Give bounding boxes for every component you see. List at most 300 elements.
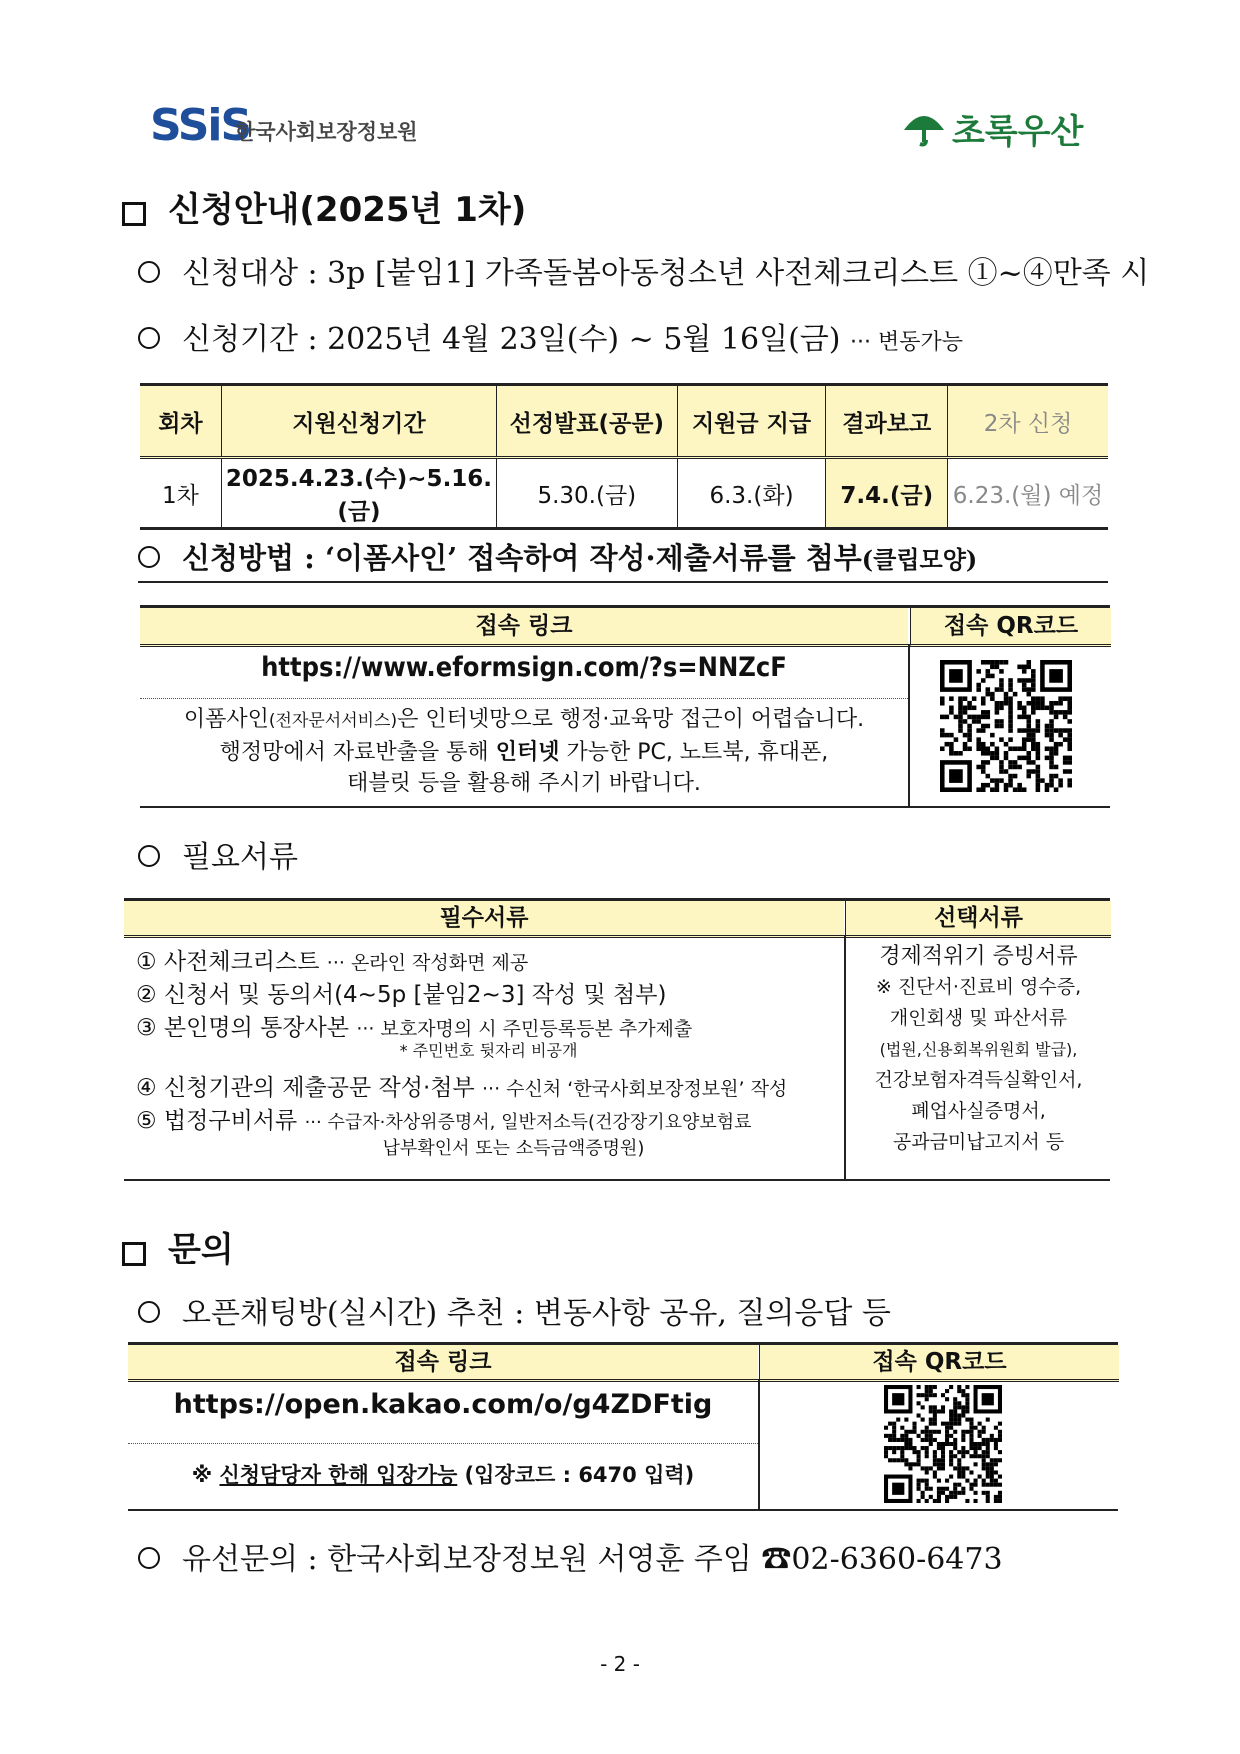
qr-module — [961, 1405, 965, 1409]
optional-item: (법원,신용회복위원회 발급), — [879, 1040, 1078, 1059]
eformsign-qr-code[interactable] — [940, 660, 1072, 796]
qr-module — [957, 1491, 961, 1495]
qr-module — [963, 710, 968, 715]
qr-module — [998, 1430, 1002, 1434]
qr-module — [958, 751, 963, 756]
qr-module — [1022, 683, 1027, 688]
qr-module — [969, 1434, 973, 1438]
optional-item: ※ 진단서·진료비 영수증, — [875, 976, 1082, 998]
qr-module — [1031, 733, 1036, 738]
qr-module — [1013, 765, 1018, 770]
qr-module — [999, 769, 1004, 774]
qr-module — [965, 1499, 969, 1503]
umbrella-icon — [902, 108, 946, 152]
qr-module — [925, 1466, 929, 1470]
qr-module — [925, 1483, 929, 1487]
qr-module — [949, 710, 954, 715]
qr-module — [949, 1434, 953, 1438]
qr-module — [974, 1426, 978, 1430]
qr-module — [995, 756, 1000, 761]
qr-module — [917, 1479, 921, 1483]
qr-module — [953, 1442, 957, 1446]
qr-module — [1063, 769, 1068, 774]
qr-module — [888, 1458, 892, 1462]
qr-module — [986, 710, 991, 715]
qr-module — [981, 765, 986, 770]
qr-module — [978, 1454, 982, 1458]
qr-module — [1036, 706, 1041, 711]
qr-module — [933, 1418, 937, 1422]
method-divider — [908, 644, 910, 806]
qr-module — [965, 1385, 969, 1389]
qr-module — [998, 1450, 1002, 1454]
qr-module — [986, 1462, 990, 1466]
qr-module — [1054, 701, 1059, 706]
qr-module — [1067, 706, 1072, 711]
qr-module — [884, 1454, 888, 1458]
qr-module — [892, 1426, 896, 1430]
qr-module — [1054, 728, 1059, 733]
qr-module — [1026, 665, 1031, 670]
qr-module — [925, 1393, 929, 1397]
td-payment: 6.3.(화) — [677, 458, 826, 529]
qr-module — [933, 1385, 937, 1389]
eformsign-url-link[interactable]: https://www.eformsign.com/?s=NNZcF — [261, 652, 787, 683]
qr-module — [1067, 728, 1072, 733]
qr-module — [904, 1430, 908, 1434]
qr-module — [961, 1430, 965, 1434]
qr-module — [908, 1462, 912, 1466]
qr-module — [1067, 756, 1072, 761]
docs-box — [124, 898, 1110, 1181]
qr-module — [998, 1491, 1002, 1495]
qr-module — [900, 1446, 904, 1450]
qr-module — [945, 1438, 949, 1442]
qr-module — [921, 1446, 925, 1450]
qr-module — [925, 1430, 929, 1434]
qr-module — [1008, 774, 1013, 779]
qr-module — [1026, 737, 1031, 742]
qr-module — [925, 1470, 929, 1474]
qr-module — [929, 1466, 933, 1470]
qr-module — [945, 1487, 949, 1491]
qr-module — [1049, 701, 1054, 706]
period-note: ··· 변동가능 — [850, 330, 963, 355]
qr-module — [940, 696, 945, 701]
qr-module — [1022, 669, 1027, 674]
qr-module — [888, 1438, 892, 1442]
qr-module — [921, 1430, 925, 1434]
qr-module — [1026, 733, 1031, 738]
kakao-col-link: 접속 링크 — [128, 1345, 758, 1382]
qr-module — [949, 1491, 953, 1495]
qr-module — [999, 737, 1004, 742]
qr-module — [929, 1405, 933, 1409]
qr-module — [908, 1430, 912, 1434]
qr-module — [904, 1434, 908, 1438]
qr-module — [957, 1483, 961, 1487]
qr-module — [953, 1430, 957, 1434]
qr-module — [999, 706, 1004, 711]
qr-module — [976, 669, 981, 674]
qr-module — [908, 1466, 912, 1470]
docs-col-required: 필수서류 — [124, 901, 844, 938]
qr-module — [981, 710, 986, 715]
qr-module — [949, 696, 954, 701]
qr-module — [949, 1458, 953, 1462]
optional-item: 경제적위기 증빙서류 — [879, 944, 1078, 969]
kakao-url-link[interactable]: https://open.kakao.com/o/g4ZDFtig — [173, 1389, 713, 1420]
qr-module — [1022, 665, 1027, 670]
qr-module — [976, 687, 981, 692]
qr-module — [982, 1426, 986, 1430]
qr-module — [1058, 742, 1063, 747]
qr-module — [1008, 760, 1013, 765]
qr-module — [982, 1438, 986, 1442]
qr-module — [995, 710, 1000, 715]
qr-module — [990, 778, 995, 783]
qr-module — [995, 701, 1000, 706]
qr-module — [967, 701, 972, 706]
qr-module — [1063, 756, 1068, 761]
qr-module — [1058, 778, 1063, 783]
qr-module — [990, 692, 995, 697]
qr-module — [953, 1409, 957, 1413]
qr-module — [1013, 746, 1018, 751]
qr-module — [937, 1430, 941, 1434]
qr-module — [981, 746, 986, 751]
qr-module — [925, 1446, 929, 1450]
td-second-round: 6.23.(월) 예정 — [948, 458, 1108, 529]
qr-module — [921, 1405, 925, 1409]
qr-module — [912, 1426, 916, 1430]
qr-module — [1026, 728, 1031, 733]
qr-module — [986, 1466, 990, 1470]
qr-module — [1026, 760, 1031, 765]
qr-module — [995, 746, 1000, 751]
qr-module — [937, 1466, 941, 1470]
qr-module — [949, 706, 954, 711]
qr-module — [892, 1458, 896, 1462]
qr-module — [949, 1454, 953, 1458]
qr-module — [990, 1462, 994, 1466]
qr-module — [961, 1450, 965, 1454]
qr-module — [986, 783, 991, 788]
qr-module — [958, 728, 963, 733]
qr-module — [1017, 746, 1022, 751]
qr-module — [957, 1450, 961, 1454]
qr-module — [945, 1426, 949, 1430]
qr-module — [917, 1458, 921, 1462]
qr-module — [917, 1483, 921, 1487]
qr-module — [1008, 737, 1013, 742]
qr-module — [953, 1438, 957, 1442]
qr-module — [1063, 728, 1068, 733]
qr-module — [972, 715, 977, 720]
qr-module — [1026, 769, 1031, 774]
qr-module — [969, 1483, 973, 1487]
qr-module — [974, 1450, 978, 1454]
qr-module — [976, 715, 981, 720]
qr-module — [969, 1487, 973, 1491]
qr-module — [961, 1475, 965, 1479]
qr-module — [925, 1450, 929, 1454]
qr-module — [1031, 701, 1036, 706]
qr-module — [884, 1450, 888, 1454]
qr-module — [969, 1418, 973, 1422]
kakao-col-qr: 접속 QR코드 — [759, 1345, 1119, 1382]
qr-module — [953, 1491, 957, 1495]
required-item: ① 사전체크리스트 ··· 온라인 작성화면 제공 — [136, 949, 529, 975]
qr-module — [1067, 760, 1072, 765]
qr-module — [963, 696, 968, 701]
qr-module — [978, 1446, 982, 1450]
qr-module — [999, 719, 1004, 724]
qr-module — [953, 1487, 957, 1491]
kakao-qr-code[interactable] — [884, 1385, 1002, 1507]
qr-module — [967, 715, 972, 720]
qr-module — [1026, 687, 1031, 692]
qr-module — [1026, 719, 1031, 724]
qr-module — [884, 1434, 888, 1438]
qr-module — [994, 1479, 998, 1483]
qr-module — [949, 733, 954, 738]
qr-module — [981, 787, 986, 792]
qr-module — [921, 1393, 925, 1397]
qr-module — [940, 701, 945, 706]
qr-module — [974, 1499, 978, 1503]
qr-module — [953, 1422, 957, 1426]
qr-module — [958, 696, 963, 701]
qr-module — [1008, 715, 1013, 720]
qr-module — [999, 724, 1004, 729]
qr-module — [1058, 696, 1063, 701]
qr-module — [1004, 756, 1009, 761]
qr-module — [974, 1454, 978, 1458]
qr-module — [994, 1483, 998, 1487]
qr-module — [929, 1495, 933, 1499]
qr-module — [921, 1479, 925, 1483]
qr-module — [1004, 787, 1009, 792]
qr-module — [961, 1487, 965, 1491]
qr-module — [961, 1470, 965, 1474]
section1-heading — [122, 182, 526, 231]
qr-module — [967, 706, 972, 711]
section2-heading — [122, 1222, 234, 1271]
qr-module — [1022, 715, 1027, 720]
qr-module — [917, 1499, 921, 1503]
qr-module — [896, 1458, 900, 1462]
qr-module — [986, 715, 991, 720]
qr-module — [990, 733, 995, 738]
qr-module — [976, 787, 981, 792]
qr-module — [1004, 660, 1009, 665]
qr-module — [982, 1442, 986, 1446]
qr-module — [957, 1475, 961, 1479]
qr-module — [1008, 746, 1013, 751]
qr-module — [912, 1462, 916, 1466]
qr-module — [1031, 706, 1036, 711]
qr-module — [961, 1438, 965, 1442]
qr-module — [949, 1462, 953, 1466]
qr-module — [990, 787, 995, 792]
qr-module — [1049, 778, 1054, 783]
qr-module — [912, 1430, 916, 1434]
qr-module — [1045, 783, 1050, 788]
qr-module — [999, 660, 1004, 665]
qr-module — [908, 1438, 912, 1442]
qr-module — [1022, 706, 1027, 711]
method-col-link: 접속 링크 — [140, 608, 908, 647]
qr-module — [1058, 701, 1063, 706]
qr-module — [986, 1446, 990, 1450]
qr-module — [937, 1446, 941, 1450]
qr-module — [1054, 742, 1059, 747]
qr-module — [921, 1491, 925, 1495]
qr-module — [1013, 787, 1018, 792]
qr-module — [1017, 706, 1022, 711]
qr-module — [961, 1409, 965, 1413]
qr-module — [917, 1385, 921, 1389]
qr-module — [1049, 737, 1054, 742]
qr-module — [990, 756, 995, 761]
qr-module — [1026, 715, 1031, 720]
qr-module — [892, 1438, 896, 1442]
qr-module — [1036, 696, 1041, 701]
qr-module — [1026, 756, 1031, 761]
qr-module — [888, 1446, 892, 1450]
section1-title: 신청안내(2025년 1차) — [168, 190, 527, 230]
qr-module — [986, 746, 991, 751]
qr-module — [1022, 687, 1027, 692]
qr-module — [917, 1462, 921, 1466]
qr-module — [1008, 706, 1013, 711]
qr-module — [945, 715, 950, 720]
qr-module — [1031, 678, 1036, 683]
qr-module — [986, 687, 991, 692]
qr-module — [961, 1389, 965, 1393]
qr-module — [1049, 774, 1054, 779]
qr-module — [929, 1393, 933, 1397]
qr-module — [1049, 733, 1054, 738]
qr-module — [1045, 756, 1050, 761]
qr-module — [963, 706, 968, 711]
qr-module — [963, 742, 968, 747]
qr-module — [1017, 665, 1022, 670]
qr-module — [949, 1495, 953, 1499]
qr-module — [888, 1422, 892, 1426]
qr-module — [986, 1418, 990, 1422]
qr-module — [921, 1495, 925, 1499]
qr-module — [965, 1450, 969, 1454]
qr-module — [892, 1434, 896, 1438]
qr-module — [995, 778, 1000, 783]
qr-module — [1026, 724, 1031, 729]
qr-module — [986, 760, 991, 765]
qr-module — [990, 660, 995, 665]
qr-module — [965, 1479, 969, 1483]
qr-module — [1045, 746, 1050, 751]
qr-module — [990, 1479, 994, 1483]
qr-module — [1063, 760, 1068, 765]
qr-module — [1049, 724, 1054, 729]
qr-module — [1036, 783, 1041, 788]
qr-module — [953, 1397, 957, 1401]
qr-module — [995, 783, 1000, 788]
qr-module — [888, 1434, 892, 1438]
qr-module — [982, 1430, 986, 1434]
required-item-cont: 납부확인서 또는 소득금액증명원) — [382, 1138, 645, 1159]
qr-module — [1063, 715, 1068, 720]
qr-finder-mark — [949, 669, 963, 683]
qr-module — [974, 1442, 978, 1446]
qr-module — [1026, 751, 1031, 756]
qr-module — [933, 1409, 937, 1413]
qr-module — [1054, 774, 1059, 779]
qr-module — [933, 1438, 937, 1442]
qr-module — [1013, 774, 1018, 779]
qr-module — [986, 1495, 990, 1499]
qr-module — [953, 1413, 957, 1417]
qr-module — [990, 1434, 994, 1438]
qr-module — [1022, 737, 1027, 742]
schedule-table — [140, 383, 1108, 530]
qr-module — [990, 696, 995, 701]
qr-module — [995, 751, 1000, 756]
page-number: - 2 - — [600, 1652, 640, 1676]
qr-module — [940, 715, 945, 720]
qr-module — [981, 678, 986, 683]
qr-module — [1031, 746, 1036, 751]
qr-module — [957, 1418, 961, 1422]
qr-module — [957, 1462, 961, 1466]
qr-module — [1067, 783, 1072, 788]
qr-module — [986, 660, 991, 665]
qr-module — [1013, 692, 1018, 697]
qr-module — [982, 1491, 986, 1495]
qr-module — [961, 1393, 965, 1397]
qr-module — [1022, 678, 1027, 683]
qr-module — [958, 706, 963, 711]
qr-module — [941, 1487, 945, 1491]
qr-module — [949, 742, 954, 747]
qr-module — [953, 1495, 957, 1499]
qr-module — [933, 1454, 937, 1458]
qr-module — [917, 1454, 921, 1458]
qr-module — [999, 687, 1004, 692]
qr-module — [904, 1458, 908, 1462]
qr-module — [1054, 765, 1059, 770]
qr-module — [945, 1397, 949, 1401]
qr-module — [990, 674, 995, 679]
qr-module — [925, 1397, 929, 1401]
qr-module — [1031, 696, 1036, 701]
qr-module — [1049, 783, 1054, 788]
qr-module — [1031, 687, 1036, 692]
qr-module — [986, 1450, 990, 1454]
qr-module — [958, 724, 963, 729]
qr-module — [986, 1499, 990, 1503]
qr-module — [1031, 710, 1036, 715]
qr-module — [994, 1426, 998, 1430]
qr-module — [986, 674, 991, 679]
circle-bullet-icon — [138, 546, 160, 568]
qr-module — [957, 1413, 961, 1417]
ssis-org-name: 한국사회보장정보원 — [235, 120, 418, 144]
qr-module — [1031, 674, 1036, 679]
qr-module — [1008, 778, 1013, 783]
qr-module — [1058, 783, 1063, 788]
